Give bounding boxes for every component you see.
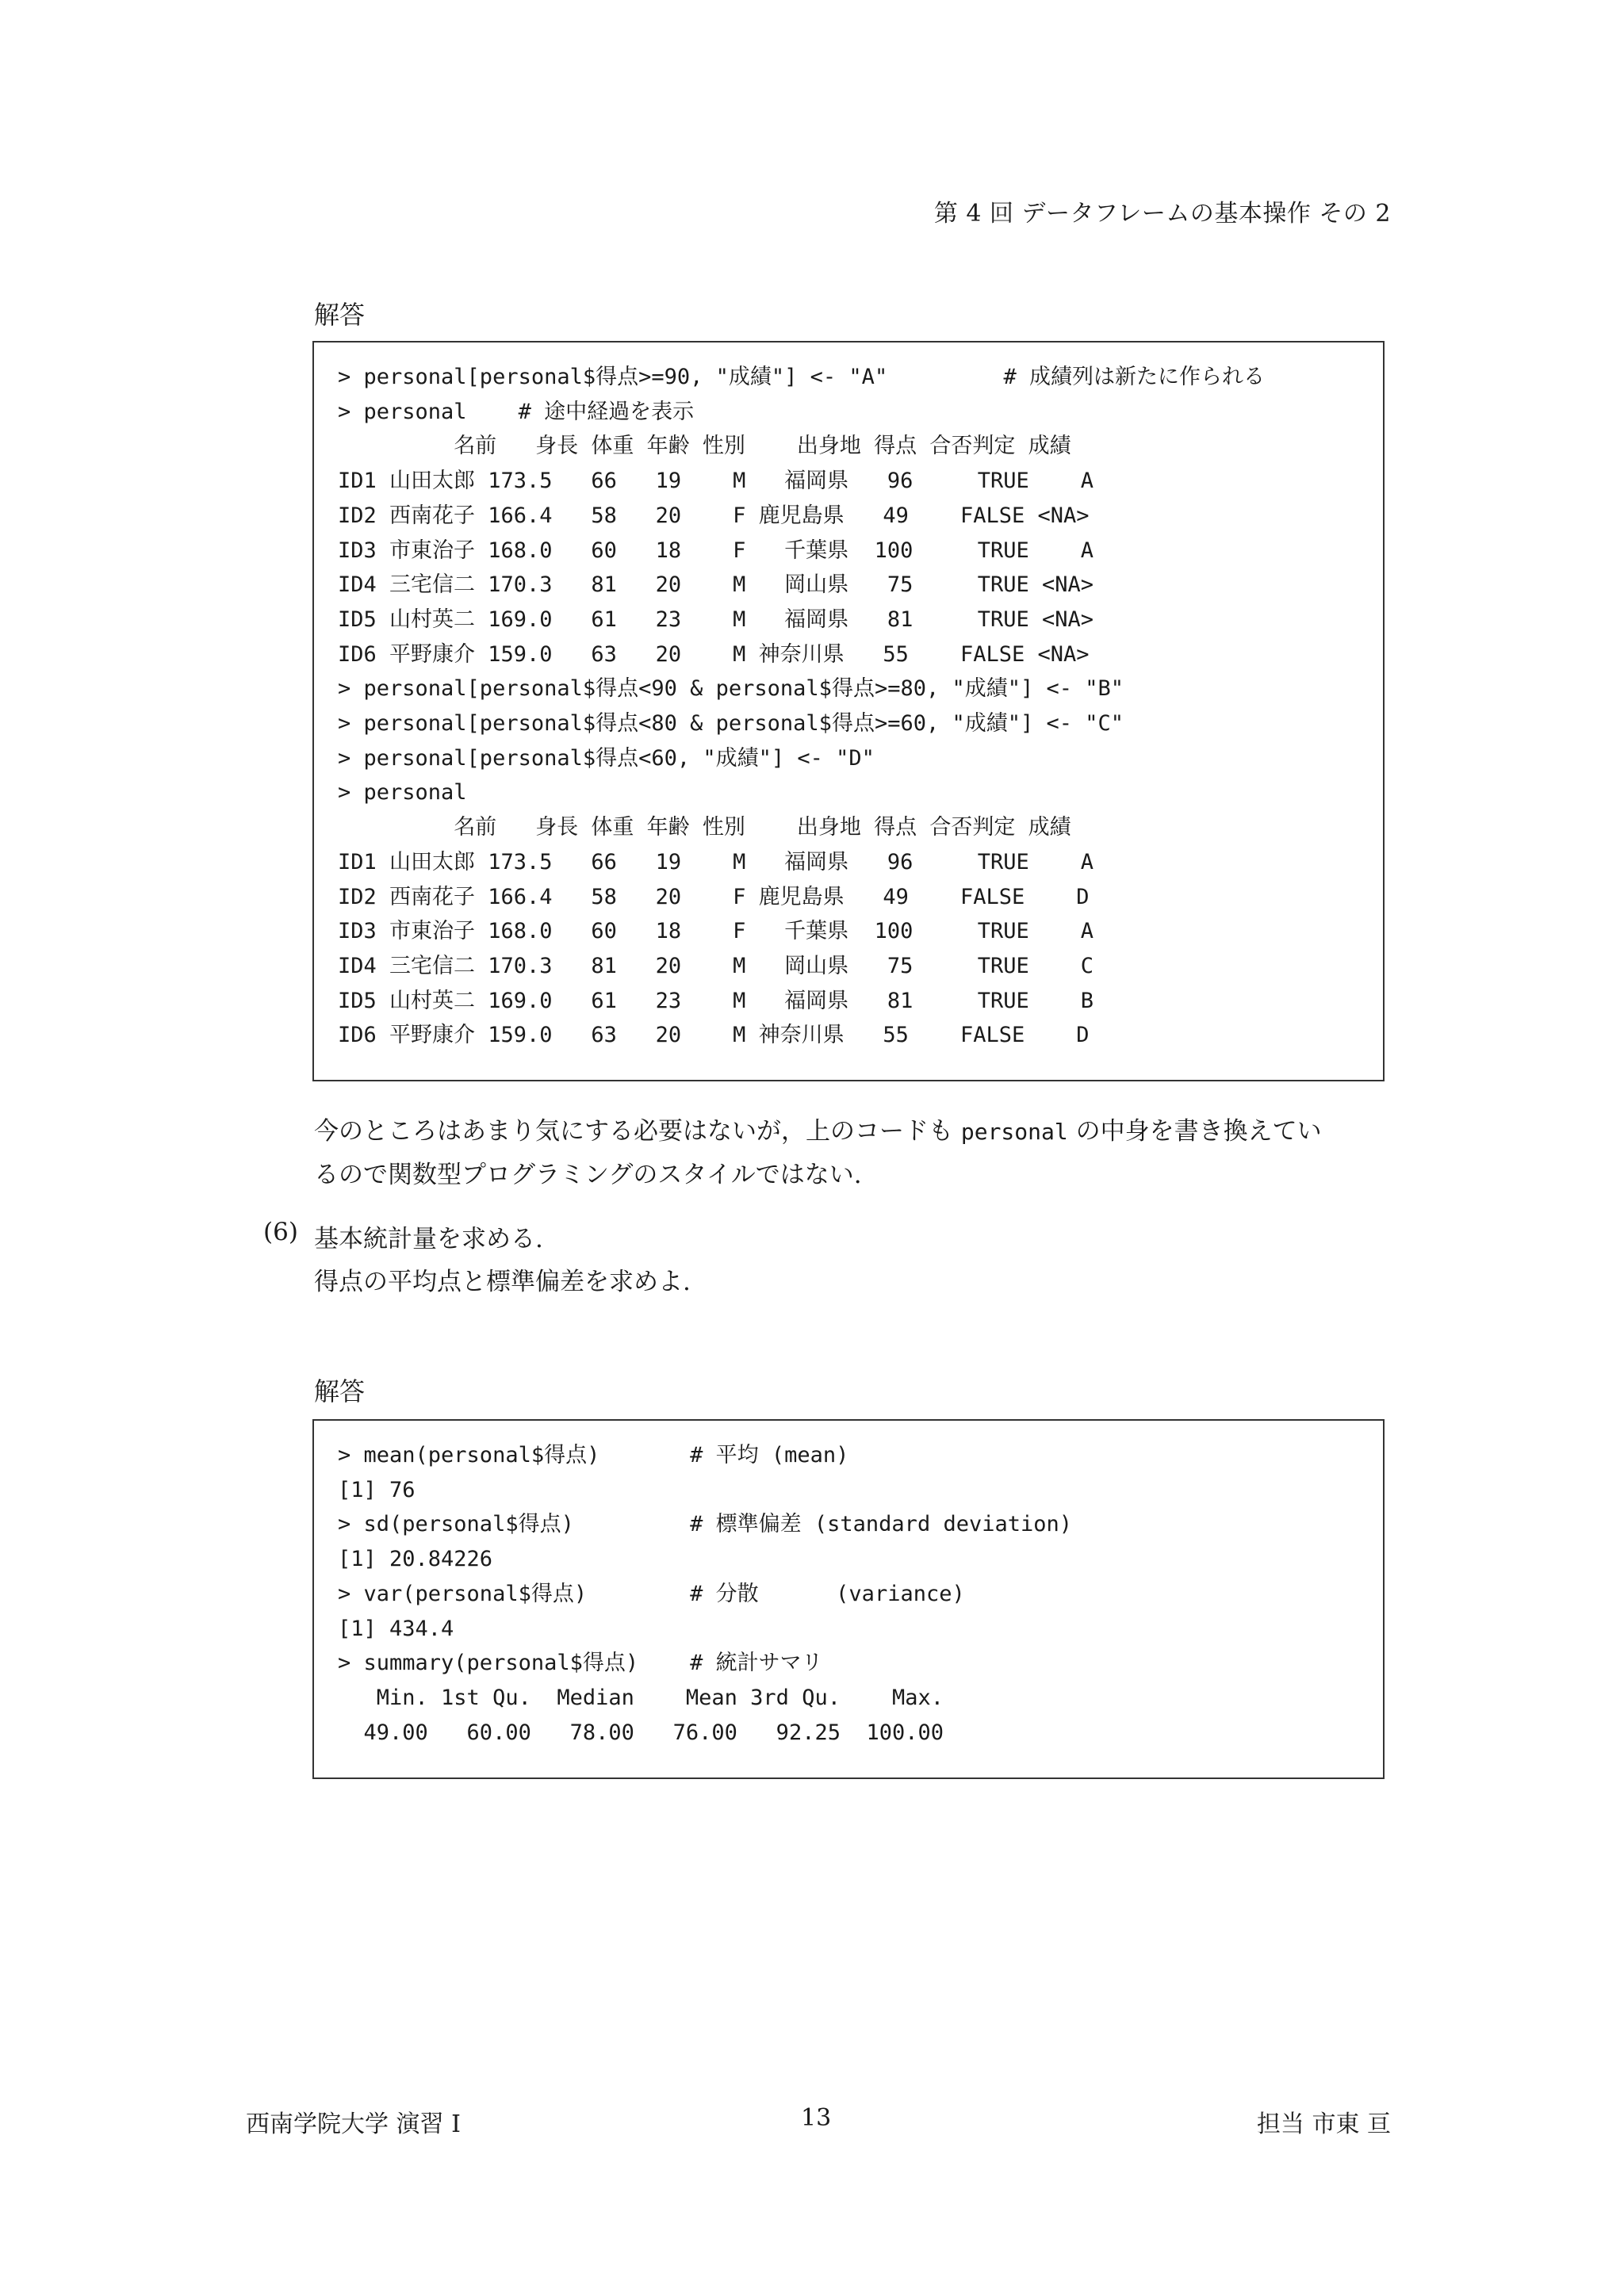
code-line: > personal bbox=[338, 780, 467, 806]
code-line: > sd(personal$得点) # 標準偏差 (standard deviation) bbox=[338, 1512, 1073, 1537]
code-line: 49.00 60.00 78.00 76.00 92.25 100.00 bbox=[338, 1720, 944, 1745]
code-line: ID4 三宅信二 170.3 81 20 M 岡山県 75 TRUE C bbox=[338, 953, 1094, 978]
code-line: [1] 20.84226 bbox=[338, 1547, 493, 1572]
code-line: 名前 身長 体重 年齢 性別 出身地 得点 合否判定 成績 bbox=[338, 434, 1071, 459]
code-line: > summary(personal$得点) # 統計サマリ bbox=[338, 1651, 823, 1676]
item-6-text bbox=[314, 1218, 1392, 1303]
code-line: 名前 身長 体重 年齢 性別 出身地 得点 合否判定 成績 bbox=[338, 815, 1071, 840]
page-number: 13 bbox=[801, 2104, 832, 2132]
note-line-1 bbox=[314, 1110, 1392, 1154]
code-line: > personal[personal$得点<60, "成績"] <- "D" bbox=[338, 745, 875, 771]
code-line: > personal[personal$得点<90 & personal$得点>=80, "成績"] <- "B" bbox=[338, 676, 1124, 702]
running-title: 第 4 回 データフレームの基本操作 その 2 bbox=[933, 200, 1391, 228]
code-listing-2 bbox=[338, 1438, 1359, 1750]
note-text-b: の中身を書き換えてい bbox=[1067, 1117, 1322, 1146]
item-6-line-2: 得点の平均点と標準偏差を求めよ. bbox=[314, 1268, 691, 1296]
code-block-1 bbox=[312, 341, 1385, 1081]
code-line: [1] 434.4 bbox=[338, 1616, 454, 1641]
code-line: ID5 山村英二 169.0 61 23 M 福岡県 81 TRUE B bbox=[338, 988, 1094, 1013]
code-listing-1 bbox=[338, 360, 1359, 1053]
item-6-line-1: 基本統計量を求める. bbox=[314, 1225, 543, 1253]
footer-right: 担当 市東 亘 bbox=[1256, 2110, 1391, 2138]
code-line: ID3 市東治子 168.0 60 18 F 千葉県 100 TRUE A bbox=[338, 538, 1094, 563]
note-text-a: 今のところはあまり気にする必要はないが，上のコードも bbox=[314, 1117, 961, 1146]
code-line: ID5 山村英二 169.0 61 23 M 福岡県 81 TRUE <NA> bbox=[338, 607, 1094, 632]
note-line-2: るので関数型プログラミングのスタイルではない. bbox=[314, 1161, 862, 1189]
code-line: > personal # 途中経過を表示 bbox=[338, 399, 695, 424]
item-number: (6) bbox=[263, 1218, 298, 1246]
code-line: > mean(personal$得点) # 平均 (mean) bbox=[338, 1443, 849, 1468]
note-paragraph bbox=[314, 1110, 1392, 1196]
code-line: ID3 市東治子 168.0 60 18 F 千葉県 100 TRUE A bbox=[338, 919, 1094, 944]
code-line: ID2 西南花子 166.4 58 20 F 鹿児島県 49 FALSE D bbox=[338, 884, 1090, 909]
footer-left: 西南学院大学 演習 I bbox=[246, 2110, 461, 2138]
code-line: > personal[personal$得点>=90, "成績"] <- "A" # 成績列は新たに作られる bbox=[338, 365, 1266, 389]
note-code-personal: personal bbox=[960, 1119, 1068, 1145]
code-line: ID2 西南花子 166.4 58 20 F 鹿児島県 49 FALSE <NA> bbox=[338, 503, 1090, 528]
answer-heading-2: 解答 bbox=[314, 1376, 366, 1406]
answer-heading-1: 解答 bbox=[314, 300, 366, 330]
code-line: ID6 平野康介 159.0 63 20 M 神奈川県 55 FALSE <NA> bbox=[338, 641, 1090, 667]
code-line: ID1 山田太郎 173.5 66 19 M 福岡県 96 TRUE A bbox=[338, 849, 1094, 874]
code-line: ID4 三宅信二 170.3 81 20 M 岡山県 75 TRUE <NA> bbox=[338, 572, 1094, 598]
code-line: ID1 山田太郎 173.5 66 19 M 福岡県 96 TRUE A bbox=[338, 469, 1094, 494]
code-line: > var(personal$得点) # 分散 (variance) bbox=[338, 1581, 965, 1606]
code-line: [1] 76 bbox=[338, 1477, 416, 1502]
code-line: Min. 1st Qu. Median Mean 3rd Qu. Max. bbox=[338, 1685, 944, 1710]
code-line: > personal[personal$得点<80 & personal$得点>=60, "成績"] <- "C" bbox=[338, 711, 1124, 737]
code-block-2 bbox=[312, 1419, 1385, 1779]
code-line: ID6 平野康介 159.0 63 20 M 神奈川県 55 FALSE D bbox=[338, 1023, 1090, 1048]
